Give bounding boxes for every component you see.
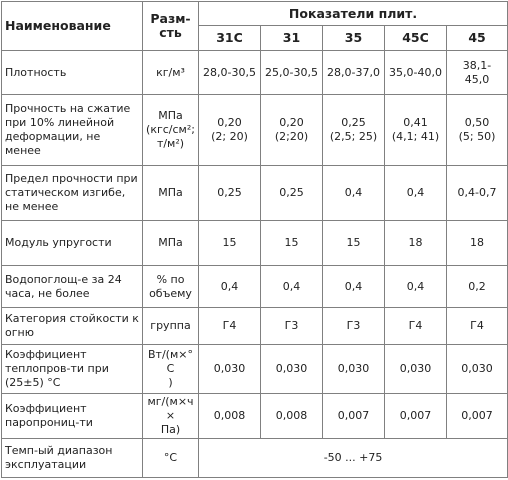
row-value: Г3 <box>261 308 323 345</box>
row-value: 25,0-30,5 <box>261 50 323 95</box>
row-unit: °С <box>143 439 199 478</box>
row-name: Плотность <box>2 50 143 95</box>
row-value: 0,20 (2;20) <box>261 95 323 166</box>
specs-table <box>1 1 508 478</box>
row-value: 0,41 (4,1; 41) <box>385 95 447 166</box>
row-value: 0,008 <box>199 393 261 439</box>
row-value: 0,4 <box>385 265 447 308</box>
row-value: 0,4 <box>199 265 261 308</box>
row-value: 0,4 <box>323 265 385 308</box>
row-name: Прочность на сжатие при 10% линейной деформации, не менее <box>2 95 143 166</box>
row-value: 0,25 <box>261 166 323 221</box>
table-row <box>2 344 508 393</box>
row-unit: МПа (кгс/см²; т/м²) <box>143 95 199 166</box>
row-value: 18 <box>447 221 508 266</box>
row-value: 0,25 (2,5; 25) <box>323 95 385 166</box>
row-value: 0,4 <box>385 166 447 221</box>
row-value: 0,008 <box>261 393 323 439</box>
row-value: 0,007 <box>447 393 508 439</box>
table-row <box>2 265 508 308</box>
row-name: Категория стойкости к огню <box>2 308 143 345</box>
row-value: 35,0-40,0 <box>385 50 447 95</box>
column-header: 45С <box>385 26 447 50</box>
row-unit: Вт/(м×°С ) <box>143 344 199 393</box>
column-header: 31 <box>261 26 323 50</box>
table-row <box>2 95 508 166</box>
row-value: 15 <box>261 221 323 266</box>
row-value: Г4 <box>385 308 447 345</box>
row-value: 0,25 <box>199 166 261 221</box>
row-value: 0,030 <box>261 344 323 393</box>
row-value: 28,0-37,0 <box>323 50 385 95</box>
header-group: Показатели плит. <box>199 2 508 26</box>
column-header: 45 <box>447 26 508 50</box>
row-name: Водопоглощ-е за 24 часа, не более <box>2 265 143 308</box>
row-value: 15 <box>323 221 385 266</box>
row-value: Г3 <box>323 308 385 345</box>
row-unit: % по объему <box>143 265 199 308</box>
row-value: 0,4-0,7 <box>447 166 508 221</box>
column-header: 35 <box>323 26 385 50</box>
row-value: 15 <box>199 221 261 266</box>
table-row <box>2 50 508 95</box>
row-value: 28,0-30,5 <box>199 50 261 95</box>
row-unit: мг/(м×ч× Па) <box>143 393 199 439</box>
row-value: 0,030 <box>323 344 385 393</box>
column-header: 31С <box>199 26 261 50</box>
row-value: 0,030 <box>447 344 508 393</box>
row-value: 0,4 <box>323 166 385 221</box>
row-value: 0,20 (2; 20) <box>199 95 261 166</box>
row-value: Г4 <box>199 308 261 345</box>
row-value: 0,50 (5; 50) <box>447 95 508 166</box>
table-row <box>2 308 508 345</box>
row-value: Г4 <box>447 308 508 345</box>
row-unit: МПа <box>143 166 199 221</box>
row-value-merged: -50 ... +75 <box>199 439 508 478</box>
header-unit: Разм- сть <box>143 2 199 51</box>
row-value: 0,007 <box>385 393 447 439</box>
row-unit: МПа <box>143 221 199 266</box>
row-unit: кг/м³ <box>143 50 199 95</box>
row-name: Темп-ый диапазон эксплуатации <box>2 439 143 478</box>
table-row <box>2 393 508 439</box>
row-value: 0,030 <box>385 344 447 393</box>
header-name: Наименование <box>2 2 143 51</box>
table-row <box>2 221 508 266</box>
row-name: Предел прочности при статическом изгибе, не менее <box>2 166 143 221</box>
row-value: 0,2 <box>447 265 508 308</box>
row-value: 0,007 <box>323 393 385 439</box>
table-row <box>2 439 508 478</box>
row-name: Коэффициент теплопров-ти при (25±5) °С <box>2 344 143 393</box>
row-name: Модуль упругости <box>2 221 143 266</box>
row-value: 38,1- 45,0 <box>447 50 508 95</box>
row-name: Коэффициент паропрониц-ти <box>2 393 143 439</box>
table-row <box>2 166 508 221</box>
row-unit: группа <box>143 308 199 345</box>
row-value: 0,4 <box>261 265 323 308</box>
row-value: 18 <box>385 221 447 266</box>
row-value: 0,030 <box>199 344 261 393</box>
